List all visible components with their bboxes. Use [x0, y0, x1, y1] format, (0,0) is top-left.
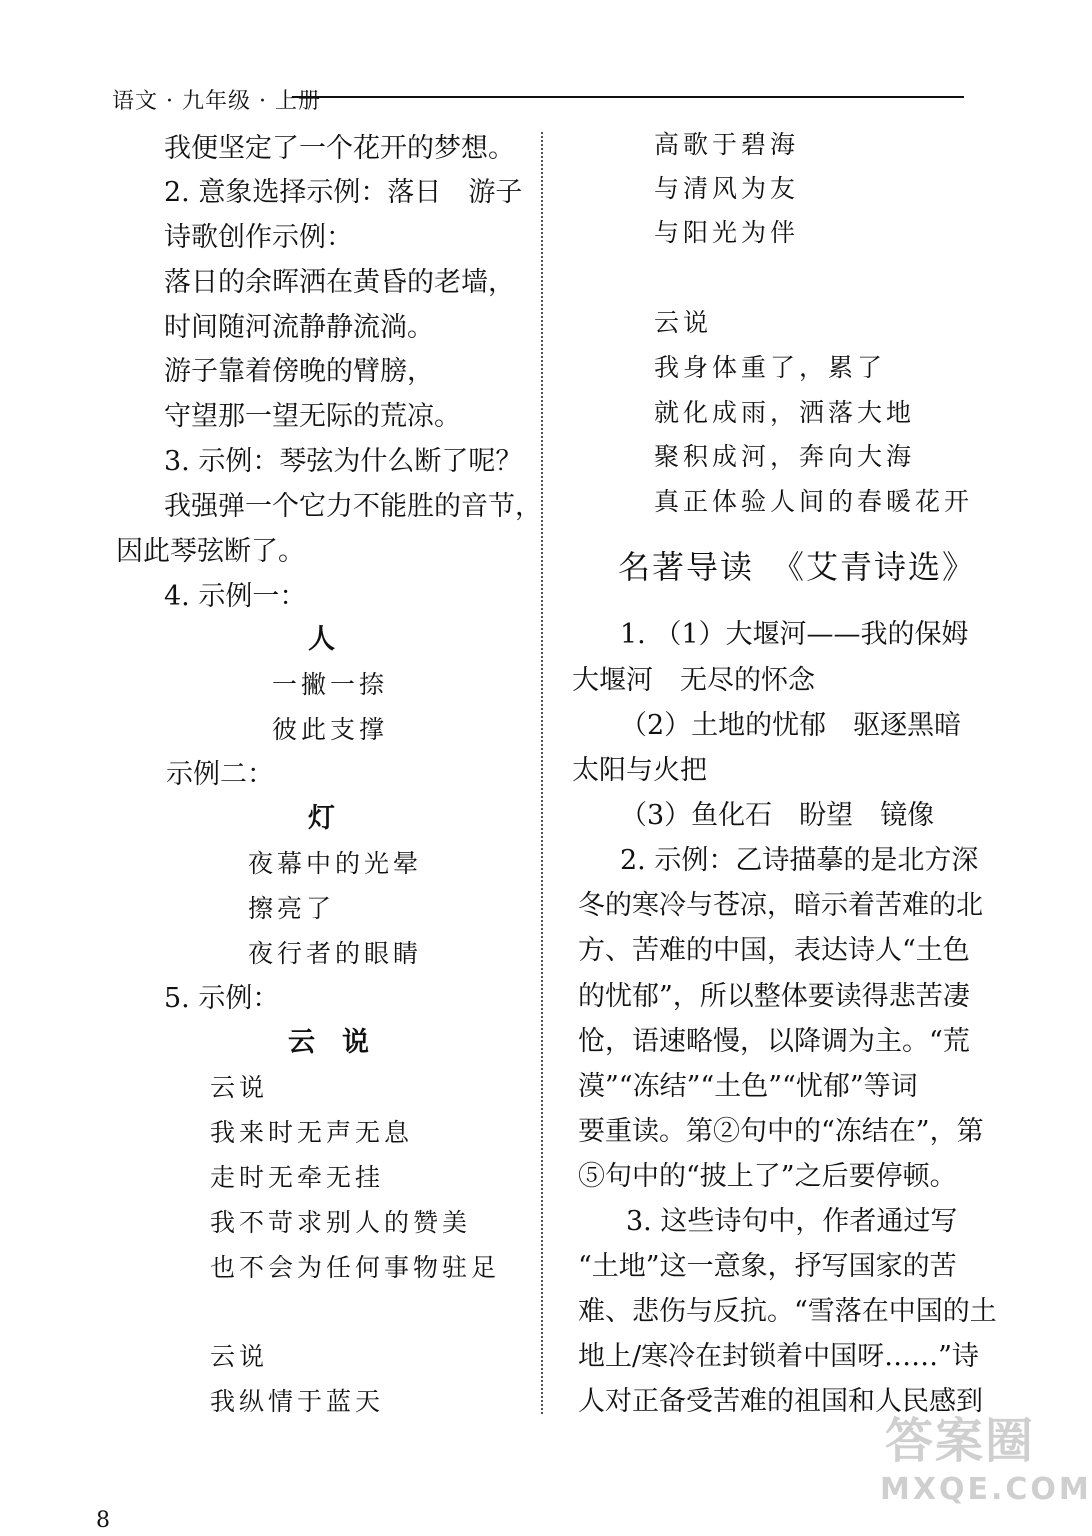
poem-line: 聚积成河，奔向大海	[654, 442, 916, 471]
text-line: ⑤句中的“披上了”之后要停顿。	[578, 1161, 957, 1192]
poem-line: 我不苛求别人的赞美	[210, 1208, 472, 1237]
poem-title: 灯	[308, 803, 335, 834]
text-line: 我强弹一个它力不能胜的音节，	[164, 491, 542, 522]
text-line: 方、苦难的中国，表达诗人“土色	[578, 935, 970, 966]
column-divider	[541, 132, 543, 1414]
watermark-logo	[880, 1412, 1092, 1524]
text-line: 漠”“冻结”“土色”“忧郁”等词	[578, 1071, 918, 1102]
poem-title: 云 说	[288, 1027, 369, 1058]
text-line: 冬的寒冷与苍凉，暗示着苦难的北	[578, 890, 983, 921]
poem-line: 与阳光为伴	[654, 218, 800, 247]
text-line: 太阳与火把	[572, 755, 707, 786]
poem-line: 高歌于碧海	[654, 130, 800, 159]
poem-line: 擦亮了	[248, 894, 336, 923]
poem-line: 走时无牵无挂	[210, 1163, 385, 1192]
text-line: 人对正备受苦难的祖国和人民感到	[578, 1386, 983, 1417]
text-line: 要重读。第②句中的“冻结在”，第	[578, 1116, 984, 1147]
text-line: 的忧郁”，所以整体要读得悲苦凄	[578, 981, 970, 1012]
text-line: 示例二：	[166, 759, 274, 790]
poem-line: 我身体重了，累了	[654, 353, 887, 382]
text-line: 诗歌创作示例：	[164, 222, 353, 253]
poem-line: 也不会为任何事物驻足	[210, 1253, 501, 1282]
text-line: （3）鱼化石 盼望 镜像	[620, 800, 935, 831]
text-line: 难、悲伤与反抗。“雪落在中国的土	[578, 1296, 997, 1327]
poem-line: 云说	[210, 1342, 269, 1371]
watermark-domain: MXQE.COM	[880, 1472, 1092, 1507]
text-line: 4. 示例一：	[164, 581, 307, 612]
text-line: 怆，语速略慢，以降调为主。“荒	[578, 1026, 970, 1057]
text-line: 3. 示例：琴弦为什么断了呢？	[164, 446, 523, 477]
poem-line: 彼此支撑	[272, 715, 389, 744]
poem-line: 我来时无声无息	[210, 1118, 414, 1147]
poem-line: 就化成雨，洒落大地	[654, 398, 916, 427]
poem-line: 守望那一望无际的荒凉。	[164, 401, 461, 432]
text-line: 地上/寒冷在封锁着中国呀……”诗	[578, 1341, 979, 1372]
poem-title: 人	[308, 624, 335, 655]
poem-line: 落日的余晖洒在黄昏的老墙，	[164, 267, 515, 298]
text-line: （2）土地的忧郁 驱逐黑暗	[620, 710, 962, 741]
poem-line: 一撇一捺	[272, 670, 389, 699]
section-title: 名著导读 《艾青诗选》	[618, 548, 977, 586]
text-line: 2. 意象选择示例：落日 游子	[164, 177, 523, 208]
text-line: 大堰河 无尽的怀念	[572, 665, 815, 696]
text-line: 1. （1）大堰河——我的保姆	[620, 619, 969, 650]
poem-line: 云说	[654, 308, 713, 337]
poem-line: 夜幕中的光晕	[248, 849, 423, 878]
page-number: 8	[96, 1508, 110, 1533]
text-line: 2. 示例：乙诗描摹的是北方深	[620, 845, 979, 876]
text-line: 我便坚定了一个花开的梦想。	[164, 133, 515, 164]
poem-line: 与清风为友	[654, 174, 800, 203]
poem-line: 真正体验人间的春暖花开	[654, 487, 974, 516]
text-line: 因此琴弦断了。	[116, 536, 305, 567]
poem-line: 游子靠着傍晚的臂膀，	[164, 356, 434, 387]
text-line: “土地”这一意象，抒写国家的苦	[578, 1251, 957, 1282]
poem-line: 时间随河流静静流淌。	[164, 312, 434, 343]
watermark-text: 答案圈	[884, 1413, 1035, 1469]
text-line: 3. 这些诗句中，作者通过写	[626, 1206, 958, 1237]
poem-line: 云说	[210, 1073, 269, 1102]
poem-line: 我纵情于蓝天	[210, 1387, 385, 1416]
running-header: 语文 · 九年级 · 上册	[112, 89, 321, 114]
text-line: 5. 示例：	[164, 983, 280, 1014]
poem-line: 夜行者的眼睛	[248, 939, 423, 968]
header-rule	[292, 96, 964, 98]
